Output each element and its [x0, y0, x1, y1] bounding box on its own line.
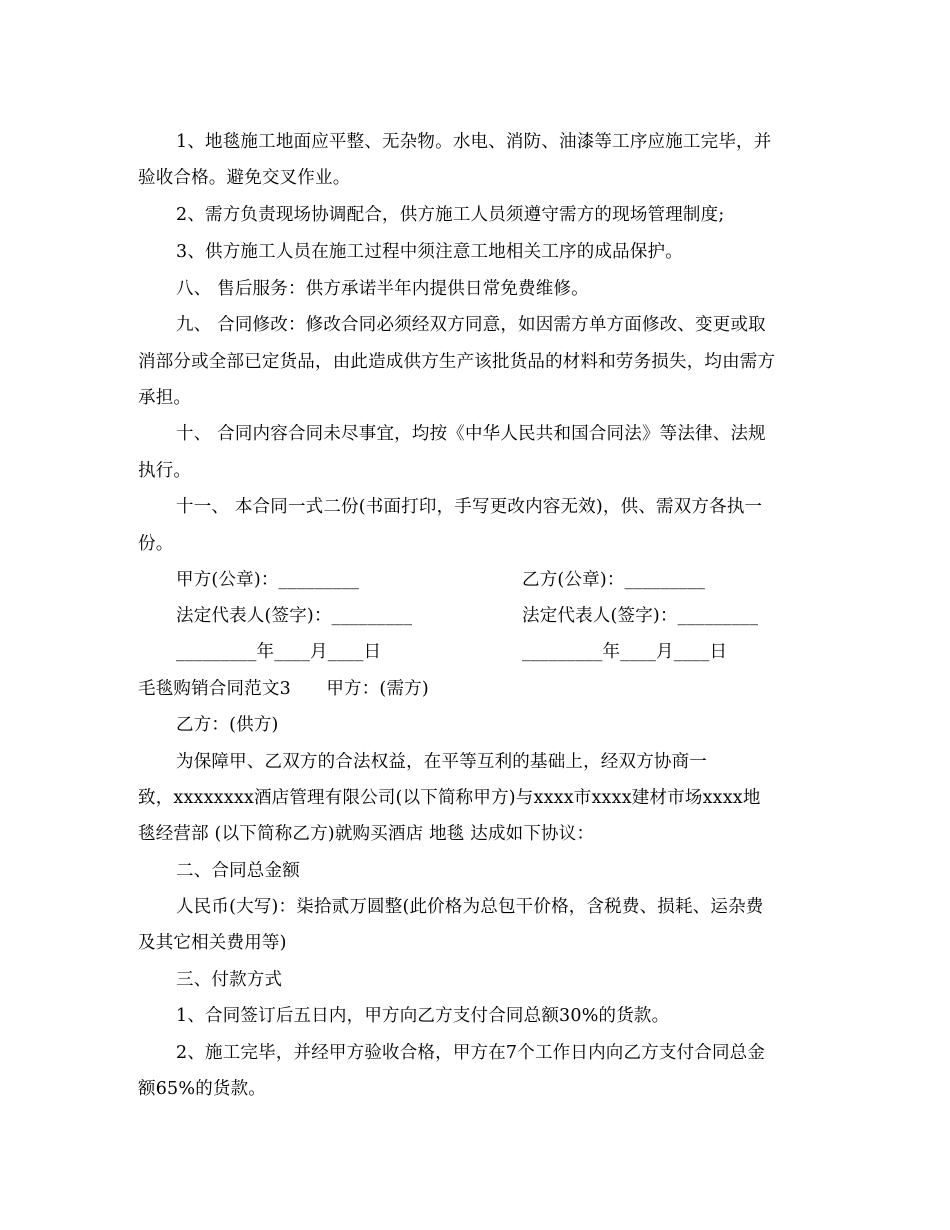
paragraph-line: 份。: [138, 534, 174, 554]
paragraph-line: 及其它相关费用等): [138, 933, 287, 953]
party-b-seal-field: 乙方(公章)：_________: [522, 570, 706, 590]
contract-title: 毛毯购销合同范文3 甲方：(需方): [138, 679, 429, 699]
paragraph-line: 2、施工完毕，并经甲方验收合格，甲方在7个工作日内向乙方支付合同总金: [176, 1043, 766, 1063]
section-heading-payment-method: 三、付款方式: [176, 970, 283, 990]
party-a-representative-field: 法定代表人(签字)：_________: [176, 606, 413, 626]
paragraph-line: 额65%的货款。: [138, 1079, 266, 1099]
paragraph-line: 验收合格。避免交叉作业。: [138, 168, 351, 188]
paragraph-line: 毯经营部 (以下简称乙方)就购买酒店 地毯 达成如下协议：: [138, 824, 595, 844]
paragraph-line: 为保障甲、乙双方的合法权益，在平等互利的基础上，经双方协商一: [176, 752, 707, 772]
section-heading-contract-modification: 九、 合同修改：修改合同必须经双方同意，如因需方单方面修改、变更或取: [176, 315, 766, 335]
section-heading-unresolved-matters: 十、 合同内容合同未尽事宜，均按《中华人民共和国合同法》等法律、法规: [176, 424, 766, 444]
paragraph-line: 1、合同签订后五日内，甲方向乙方支付合同总额30%的货款。: [176, 1006, 670, 1026]
section-heading-after-sales: 八、 售后服务：供方承诺半年内提供日常免费维修。: [176, 279, 589, 299]
paragraph-line: 执行。: [138, 461, 192, 481]
party-a-seal-field: 甲方(公章)：_________: [176, 570, 360, 590]
paragraph-line: 1、地毯施工地面应平整、无杂物。水电、消防、油漆等工序应施工完毕，并: [176, 132, 772, 152]
party-b-date-field: _________年____月____日: [522, 642, 728, 662]
paragraph-line: 致，xxxxxxxx酒店管理有限公司(以下简称甲方)与xxxx市xxxx建材市场xxxx地: [138, 788, 761, 808]
section-heading-total-amount: 二、合同总金额: [176, 861, 300, 881]
paragraph-line: 人民币(大写)：柒拾贰万圆整(此价格为总包干价格，含税费、损耗、运杂费: [176, 897, 764, 917]
paragraph-line: 2、需方负责现场协调配合，供方施工人员须遵守需方的现场管理制度;: [176, 205, 725, 225]
party-b-label: 乙方：(供方): [176, 715, 279, 735]
party-a-date-field: _________年____月____日: [176, 642, 382, 662]
paragraph-line: 承担。: [138, 388, 192, 408]
party-b-representative-field: 法定代表人(签字)：_________: [522, 606, 759, 626]
paragraph-line: 消部分或全部已定货品，由此造成供方生产该批货品的材料和劳务损失，均由需方: [138, 352, 776, 372]
section-heading-copies: 十一、 本合同一式二份(书面打印，手写更改内容无效)，供、需双方各执一: [176, 497, 763, 517]
paragraph-line: 3、供方施工人员在施工过程中须注意工地相关工序的成品保护。: [176, 242, 683, 262]
